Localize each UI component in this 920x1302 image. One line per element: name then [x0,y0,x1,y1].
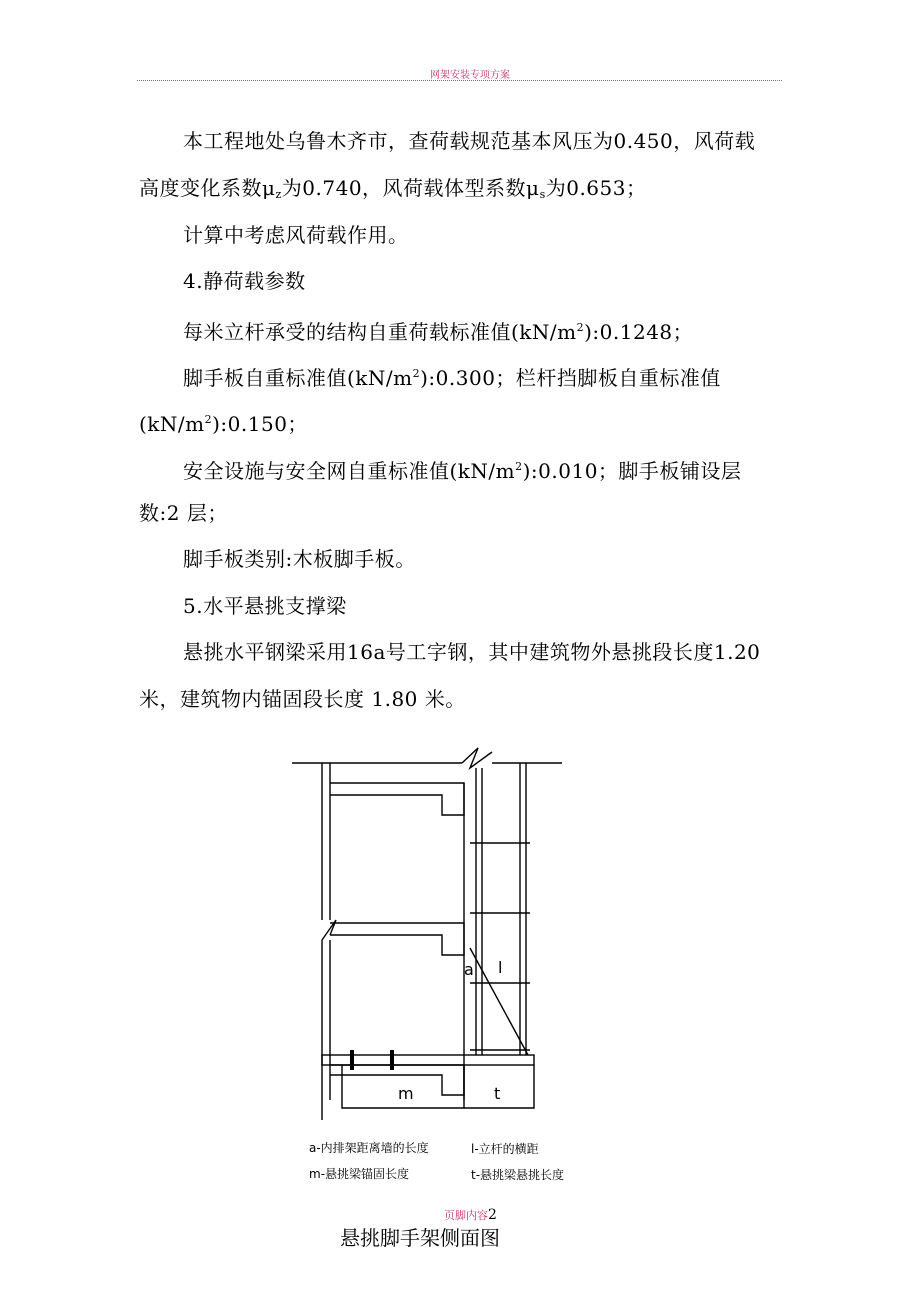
footer-label: 页脚内容 [444,1209,488,1222]
section-heading-4: 4.静荷载参数 [183,269,306,293]
break-mark-top [462,748,492,768]
text-span: 本工程地处乌鲁木齐市，查荷载规范基本风压为0.450，风荷载 [183,129,756,153]
label-a: a [464,960,474,979]
label-l: l [498,958,503,977]
label-m: m [398,1084,414,1103]
text-span: ):0.150； [212,412,308,436]
text-span: 安全设施与安全网自重标准值(kN/m [183,459,516,483]
page-header-title: 网架安装专项方案 [430,70,510,81]
text-span: 为0.740，风荷载体型系数μ [281,176,540,200]
paragraph-wind-note: 计算中考虑风荷载作用。 [183,223,409,247]
legend-t: t-悬挑梁悬挑长度 [471,1168,565,1182]
text-span: 高度变化系数μ [139,176,276,200]
paragraph-beam-line2: 米，建筑物内锚固段长度 1.80 米。 [139,687,466,711]
legend-m: m-悬挑梁锚固长度 [309,1167,410,1181]
legend-a: a-内排架距离墙的长度 [309,1141,429,1155]
text-span: 脚手板自重标准值(kN/m [183,366,413,390]
text-span: (kN/m [139,412,205,436]
text-span: ):0.1248； [584,320,694,344]
page-footer [444,1207,497,1223]
legend-l: l-立杆的横距 [471,1142,539,1156]
upper-floor-slab [330,783,464,815]
superscript: 2 [412,367,421,380]
text-span: ):0.010；脚手板铺设层 [522,459,742,483]
text-span: 为0.653； [545,176,647,200]
paragraph-safety-line2: 数:2 层； [139,501,228,525]
paragraph-board-type: 脚手板类别:木板脚手板。 [183,547,416,571]
superscript: 2 [576,321,585,334]
label-t: t [494,1084,501,1103]
figure-caption: 悬挑脚手架侧面图 [340,1226,500,1250]
middle-floor-slab [330,923,464,955]
text-span: ):0.300；栏杆挡脚板自重标准值 [420,366,721,390]
superscript: 2 [515,460,523,473]
paragraph-beam-line1: 悬挑水平钢梁采用16a号工字钢，其中建筑物外悬挑段长度1.20 [183,640,761,664]
section-heading-5: 5.水平悬挑支撑梁 [183,594,347,618]
subscript-s: s [539,188,546,201]
subscript-z: z [275,188,282,201]
page-number: 2 [488,1207,497,1223]
superscript: 2 [204,413,213,426]
text-span: 每米立杆承受的结构自重荷载标准值(kN/m [183,320,577,344]
